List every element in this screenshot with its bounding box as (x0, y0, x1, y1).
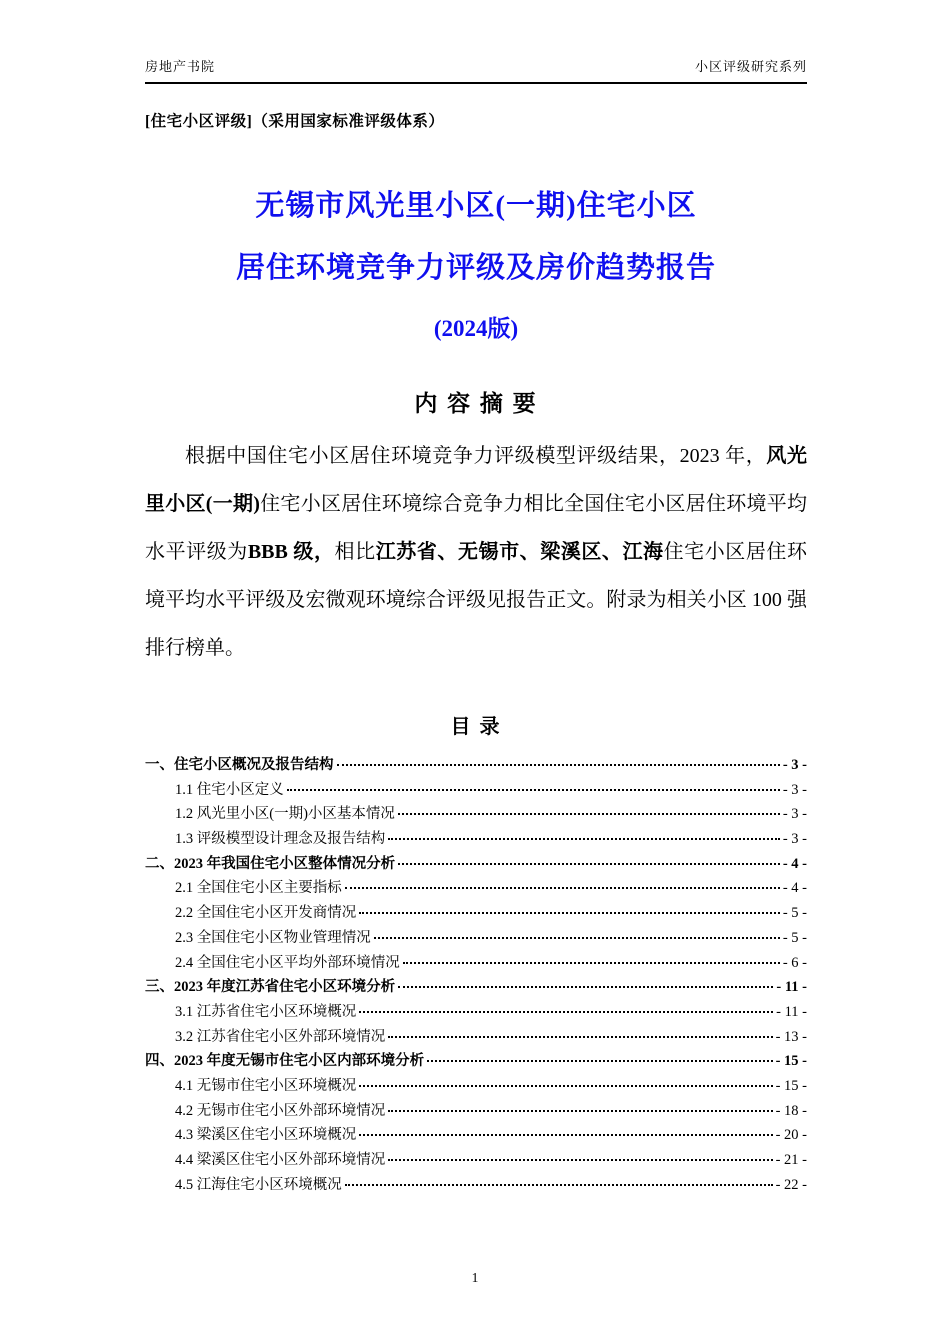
toc-leader-dots (359, 1134, 772, 1136)
abstract-seg-0: 根据中国住宅小区居住环境竞争力评级模型评级结果，2023 年， (185, 445, 767, 467)
toc-entry (145, 1099, 807, 1124)
toc-entry (145, 951, 807, 976)
toc-entry-page: - 18 - (775, 1102, 807, 1119)
toc-entry-label: 4.2 无锡市住宅小区外部环境情况 (175, 1102, 386, 1119)
abstract-seg-4: 相比 (334, 541, 376, 563)
header-right-text: 小区评级研究系列 (694, 59, 807, 74)
toc-entry-label: 2.4 全国住宅小区平均外部环境情况 (175, 954, 400, 971)
abstract-paragraph (145, 432, 807, 672)
toc-entry-label: 2.2 全国住宅小区开发商情况 (175, 905, 357, 922)
running-header (145, 56, 807, 82)
toc-entry-label: 1.2 风光里小区(一期)小区基本情况 (175, 806, 395, 823)
toc-entry-page: - 3 - (782, 831, 807, 848)
toc-leader-dots (398, 863, 780, 865)
toc-entry (145, 901, 807, 926)
toc-leader-dots (359, 1011, 773, 1013)
toc-leader-dots (398, 813, 780, 815)
toc-entry-label: 4.5 江海住宅小区环境概况 (175, 1176, 342, 1193)
abstract-seg-3: BBB 级， (247, 541, 335, 563)
toc-entry-page: - 5 - (782, 929, 807, 946)
toc-entry-label: 三、2023 年度江苏省住宅小区环境分析 (145, 979, 396, 996)
toc-entry (145, 802, 807, 827)
toc-leader-dots (388, 1036, 772, 1038)
toc-entry (145, 1074, 807, 1099)
page-footer (0, 1270, 950, 1286)
abstract-seg-5: 江苏省、无锡市、梁溪区、江海 (375, 541, 664, 563)
toc-entry (145, 852, 807, 877)
toc-entry-page: - 13 - (775, 1028, 807, 1045)
toc-entry-page: - 3 - (782, 757, 807, 773)
toc-entry-page: - 6 - (782, 954, 807, 971)
toc-leader-dots (345, 887, 780, 889)
toc-entry-page: - 15 - (775, 1053, 807, 1070)
toc-heading: 目 录 (450, 716, 502, 738)
toc-entry (145, 1000, 807, 1025)
abstract-seg-6: 住宅小区居住环境平均水平评级及宏微观环境综合评级见报告正文。附录为相关小区 100 强排行榜单。 (145, 541, 808, 659)
toc-entry-page: - 4 - (782, 880, 807, 897)
toc-entry-label: 2.1 全国住宅小区主要指标 (175, 880, 342, 897)
toc-entry (145, 1049, 807, 1074)
toc-entry-page: - 4 - (782, 855, 807, 872)
header-divider (145, 82, 807, 84)
toc-leader-dots (337, 764, 780, 766)
report-title-line1: 无锡市风光里小区(一期)住宅小区 (255, 190, 697, 222)
toc-entry-label: 一、住宅小区概况及报告结构 (145, 757, 334, 773)
toc-entry (145, 1173, 807, 1198)
toc-entry (145, 975, 807, 1000)
toc-entry (145, 926, 807, 951)
toc-leader-dots (398, 986, 773, 988)
toc-leader-dots (359, 1085, 772, 1087)
toc-entry-label: 二、2023 年我国住宅小区整体情况分析 (145, 855, 396, 872)
toc-entry-label: 1.1 住宅小区定义 (175, 781, 284, 798)
toc-leader-dots (345, 1184, 773, 1186)
toc-entry-page: - 20 - (775, 1127, 807, 1144)
toc-leader-dots (388, 838, 780, 840)
toc-entry (145, 778, 807, 803)
abstract-seg-1: 风光里小区(一期) (145, 445, 808, 515)
toc-entry (145, 1123, 807, 1148)
toc-leader-dots (287, 789, 780, 791)
toc-entry-label: 4.1 无锡市住宅小区环境概况 (175, 1077, 357, 1094)
toc-entry-page: - 3 - (782, 781, 807, 798)
toc-leader-dots (403, 962, 780, 964)
toc-entry-page: - 15 - (775, 1077, 807, 1094)
toc-leader-dots (388, 1159, 772, 1161)
toc-leader-dots (374, 937, 780, 939)
toc-entry-label: 四、2023 年度无锡市住宅小区内部环境分析 (145, 1053, 425, 1070)
toc-entry-page: - 11 - (776, 979, 807, 996)
toc-entry-label: 1.3 评级模型设计理念及报告结构 (175, 831, 386, 848)
table-of-contents (145, 753, 807, 1197)
toc-entry-page: - 22 - (775, 1176, 807, 1193)
toc-leader-dots (427, 1060, 772, 1062)
report-edition: (2024版) (433, 316, 519, 341)
toc-entry (145, 1025, 807, 1050)
toc-leader-dots (388, 1110, 772, 1112)
header-left-text: 房地产书院 (145, 59, 216, 74)
toc-entry-label: 3.1 江苏省住宅小区环境概况 (175, 1003, 357, 1020)
toc-entry (145, 876, 807, 901)
abstract-heading: 内 容 摘 要 (414, 391, 538, 416)
page-number: 1 (471, 1270, 479, 1285)
toc-entry-page: - 21 - (775, 1152, 807, 1168)
rating-system-note: [住宅小区评级]（采用国家标准评级体系） (145, 113, 445, 130)
toc-entry (145, 753, 807, 778)
toc-entry (145, 1148, 807, 1173)
toc-entry-page: - 3 - (782, 806, 807, 823)
toc-entry-page: - 11 - (776, 1003, 807, 1020)
toc-entry-label: 3.2 江苏省住宅小区外部环境情况 (175, 1028, 386, 1045)
abstract-seg-2: 住宅小区居住环境综合竞争力相比全国住宅小区居住环境平均水平评级为 (145, 493, 808, 563)
toc-entry (145, 827, 807, 852)
toc-entry-label: 4.3 梁溪区住宅小区环境概况 (175, 1127, 357, 1144)
toc-entry-page: - 5 - (782, 905, 807, 922)
toc-entry-label: 2.3 全国住宅小区物业管理情况 (175, 929, 371, 946)
report-title (145, 175, 807, 351)
toc-leader-dots (359, 912, 780, 914)
report-title-line2: 居住环境竞争力评级及房价趋势报告 (235, 252, 716, 284)
toc-entry-label: 4.4 梁溪区住宅小区外部环境情况 (175, 1152, 386, 1168)
